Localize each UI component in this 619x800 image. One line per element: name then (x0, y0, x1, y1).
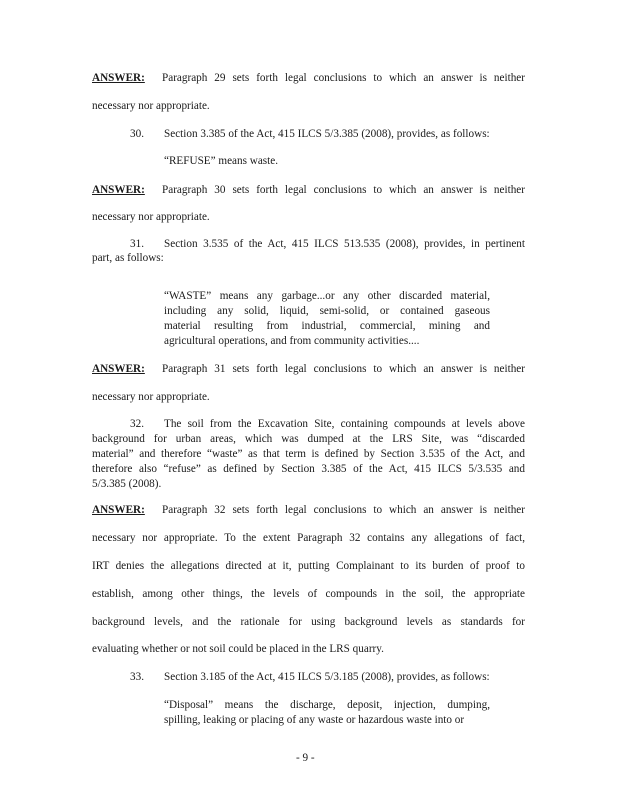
page-number: - 9 - (296, 752, 315, 764)
answer-29-line-2: necessary nor appropriate. (92, 100, 210, 112)
answer-30-line-2: necessary nor appropriate. (92, 211, 210, 223)
answer-32-line-4: establish, among other things, the levels of compounds in the soil, the appropriate (92, 588, 525, 600)
paragraph-32-line-5: 5/3.385 (2008). (92, 478, 162, 490)
paragraph-32-line-3: material” and therefore “waste” as that term is defined by Section 3.535 of the Act, and (92, 448, 525, 460)
paragraph-31-quote-line-3: material resulting from industrial, commercial, mining and (164, 320, 490, 332)
answer-32-line-3: IRT denies the allegations directed at it, putting Complainant to its burden of proof to (92, 560, 525, 572)
answer-label: ANSWER: (92, 504, 145, 516)
answer-32-line-1: Paragraph 32 sets forth legal conclusions to which an answer is neither (162, 504, 525, 516)
paragraph-32-line-4: therefore also “refuse” as defined by Section 3.385 of the Act, 415 ILCS 5/3.535 and (92, 463, 525, 475)
answer-31-line-2: necessary nor appropriate. (92, 391, 210, 403)
answer-29-line-1: Paragraph 29 sets forth legal conclusions to which an answer is neither (162, 72, 525, 84)
paragraph-30-number: 30. (130, 128, 144, 140)
paragraph-31-line-1: Section 3.535 of the Act, 415 ILCS 513.535 (2008), provides, in pertinent (164, 238, 525, 250)
paragraph-31-line-2: part, as follows: (92, 252, 164, 264)
answer-32-line-2: necessary nor appropriate. To the extent Paragraph 32 contains any allegations of fact, (92, 532, 525, 544)
paragraph-33-quote-line-1: “Disposal” means the discharge, deposit, injection, dumping, (164, 699, 490, 711)
answer-label: ANSWER: (92, 72, 145, 84)
paragraph-32-number: 32. (130, 418, 144, 430)
paragraph-30-quote: “REFUSE” means waste. (164, 155, 279, 167)
paragraph-30-text: Section 3.385 of the Act, 415 ILCS 5/3.385 (2008), provides, as follows: (164, 128, 490, 140)
answer-30-line-1: Paragraph 30 sets forth legal conclusions to which an answer is neither (162, 184, 525, 196)
paragraph-32-line-1: The soil from the Excavation Site, containing compounds at levels above (164, 418, 525, 430)
paragraph-31-quote-line-1: “WASTE” means any garbage...or any other discarded material, (164, 290, 490, 302)
paragraph-31-quote-line-4: agricultural operations, and from community activities.... (164, 335, 420, 347)
paragraph-33-number: 33. (130, 671, 144, 683)
answer-32-line-6: evaluating whether or not soil could be placed in the LRS quarry. (92, 643, 384, 655)
paragraph-31-number: 31. (130, 238, 144, 250)
answer-label: ANSWER: (92, 363, 145, 375)
answer-32-line-5: background levels, and the rationale for using background levels as standards for (92, 616, 525, 628)
paragraph-33-text: Section 3.185 of the Act, 415 ILCS 5/3.185 (2008), provides, as follows: (164, 671, 490, 683)
answer-31-line-1: Paragraph 31 sets forth legal conclusions to which an answer is neither (162, 363, 525, 375)
answer-label: ANSWER: (92, 184, 145, 196)
paragraph-31-quote-line-2: including any solid, liquid, semi-solid, or contained gaseous (164, 305, 490, 317)
paragraph-32-line-2: background for urban areas, which was dumped at the LRS Site, was “discarded (92, 433, 525, 445)
paragraph-33-quote-line-2: spilling, leaking or placing of any waste or hazardous waste into or (164, 714, 465, 726)
